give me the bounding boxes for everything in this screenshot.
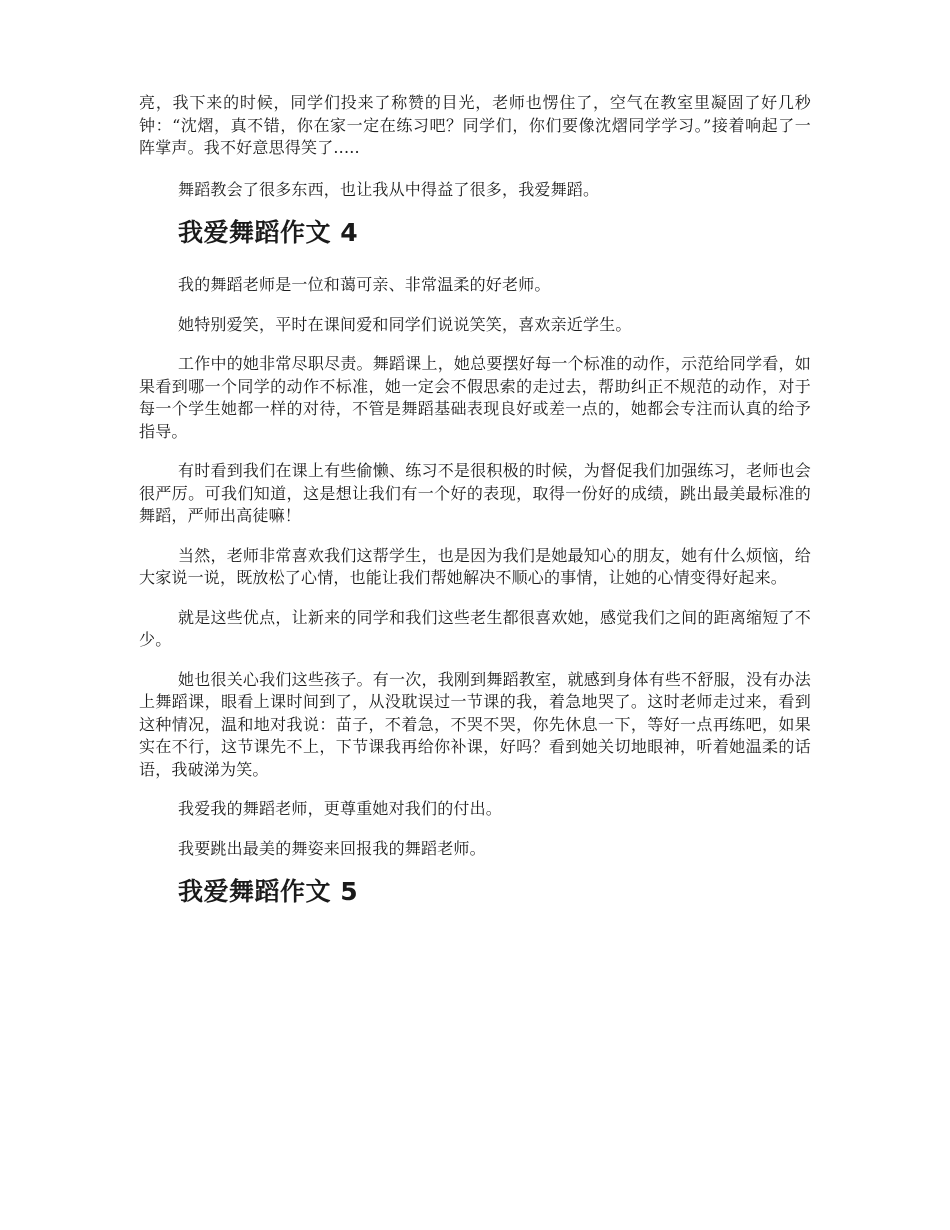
paragraph: 我爱我的舞蹈老师，更尊重她对我们的付出。 (178, 799, 503, 818)
paragraph: 她特别爱笑，平时在课间爱和同学们说说笑笑，喜欢亲近学生。 (178, 314, 632, 334)
section-heading: 我爱舞蹈作文 4 (178, 218, 359, 247)
paragraph: 舞蹈教会了很多东西，也让我从中得益了很多，我爱舞蹈。 (178, 179, 600, 199)
paragraph: 就是这些优点，让新来的同学和我们这些老生都很喜欢她，感觉我们之间的距离缩短了不少。 (139, 607, 811, 649)
paragraph: 她也很关心我们这些孩子。有一次，我刚到舞蹈教室，就感到身体有些不舒服，没有办法上舞蹈课，眼看上课时间到了，从没耽误过一节课的我，着急地哭了。这时老师走过来，看到这种情况，温和地对我说：苗子，不着急，不哭不哭，你先休息一下，等好一点再练吧，如果实在不行，这节课先不上，下节课我再给你补课，好吗？看到她关切地眼神，听着她温柔的话语，我破涕为笑。 (139, 669, 811, 779)
paragraph: 我的舞蹈老师是一位和蔼可亲、非常温柔的好老师。 (178, 275, 551, 294)
paragraph: 亮，我下来的时候，同学们投来了称赞的目光，老师也愣住了，空气在教室里凝固了好几秒钟：“沈熠，真不错，你在家一定在练习吧？同学们，你们要像沈熠同学学习。”接着响起了一阵掌声。我不好意思得笑了..... (139, 93, 811, 157)
paragraph: 当然，老师非常喜欢我们这帮学生，也是因为我们是她最知心的朋友，她有什么烦恼，给大家说一说，既放松了心情，也能让我们帮她解决不顺心的事情，让她的心情变得好起来。 (139, 545, 811, 587)
document-page (139, 92, 811, 908)
paragraph: 工作中的她非常尽职尽责。舞蹈课上，她总要摆好每一个标准的动作，示范给同学看，如果看到哪一个同学的动作不标准，她一定会不假思索的走过去，帮助纠正不规范的动作，对于每一个学生她都一样的对待，不管是舞蹈基础表现良好或差一点的，她都会专注而认真的给予指导。 (139, 354, 811, 441)
section-heading: 我爱舞蹈作文 5 (178, 877, 359, 906)
paragraph: 有时看到我们在课上有些偷懒、练习不是很积极的时候，为督促我们加强练习，老师也会很严厉。可我们知道，这是想让我们有一个好的表现，取得一份好的成绩，跳出最美最标准的舞蹈，严师出高徒嘛！ (139, 461, 811, 525)
paragraph: 我要跳出最美的舞姿来回报我的舞蹈老师。 (178, 838, 486, 858)
